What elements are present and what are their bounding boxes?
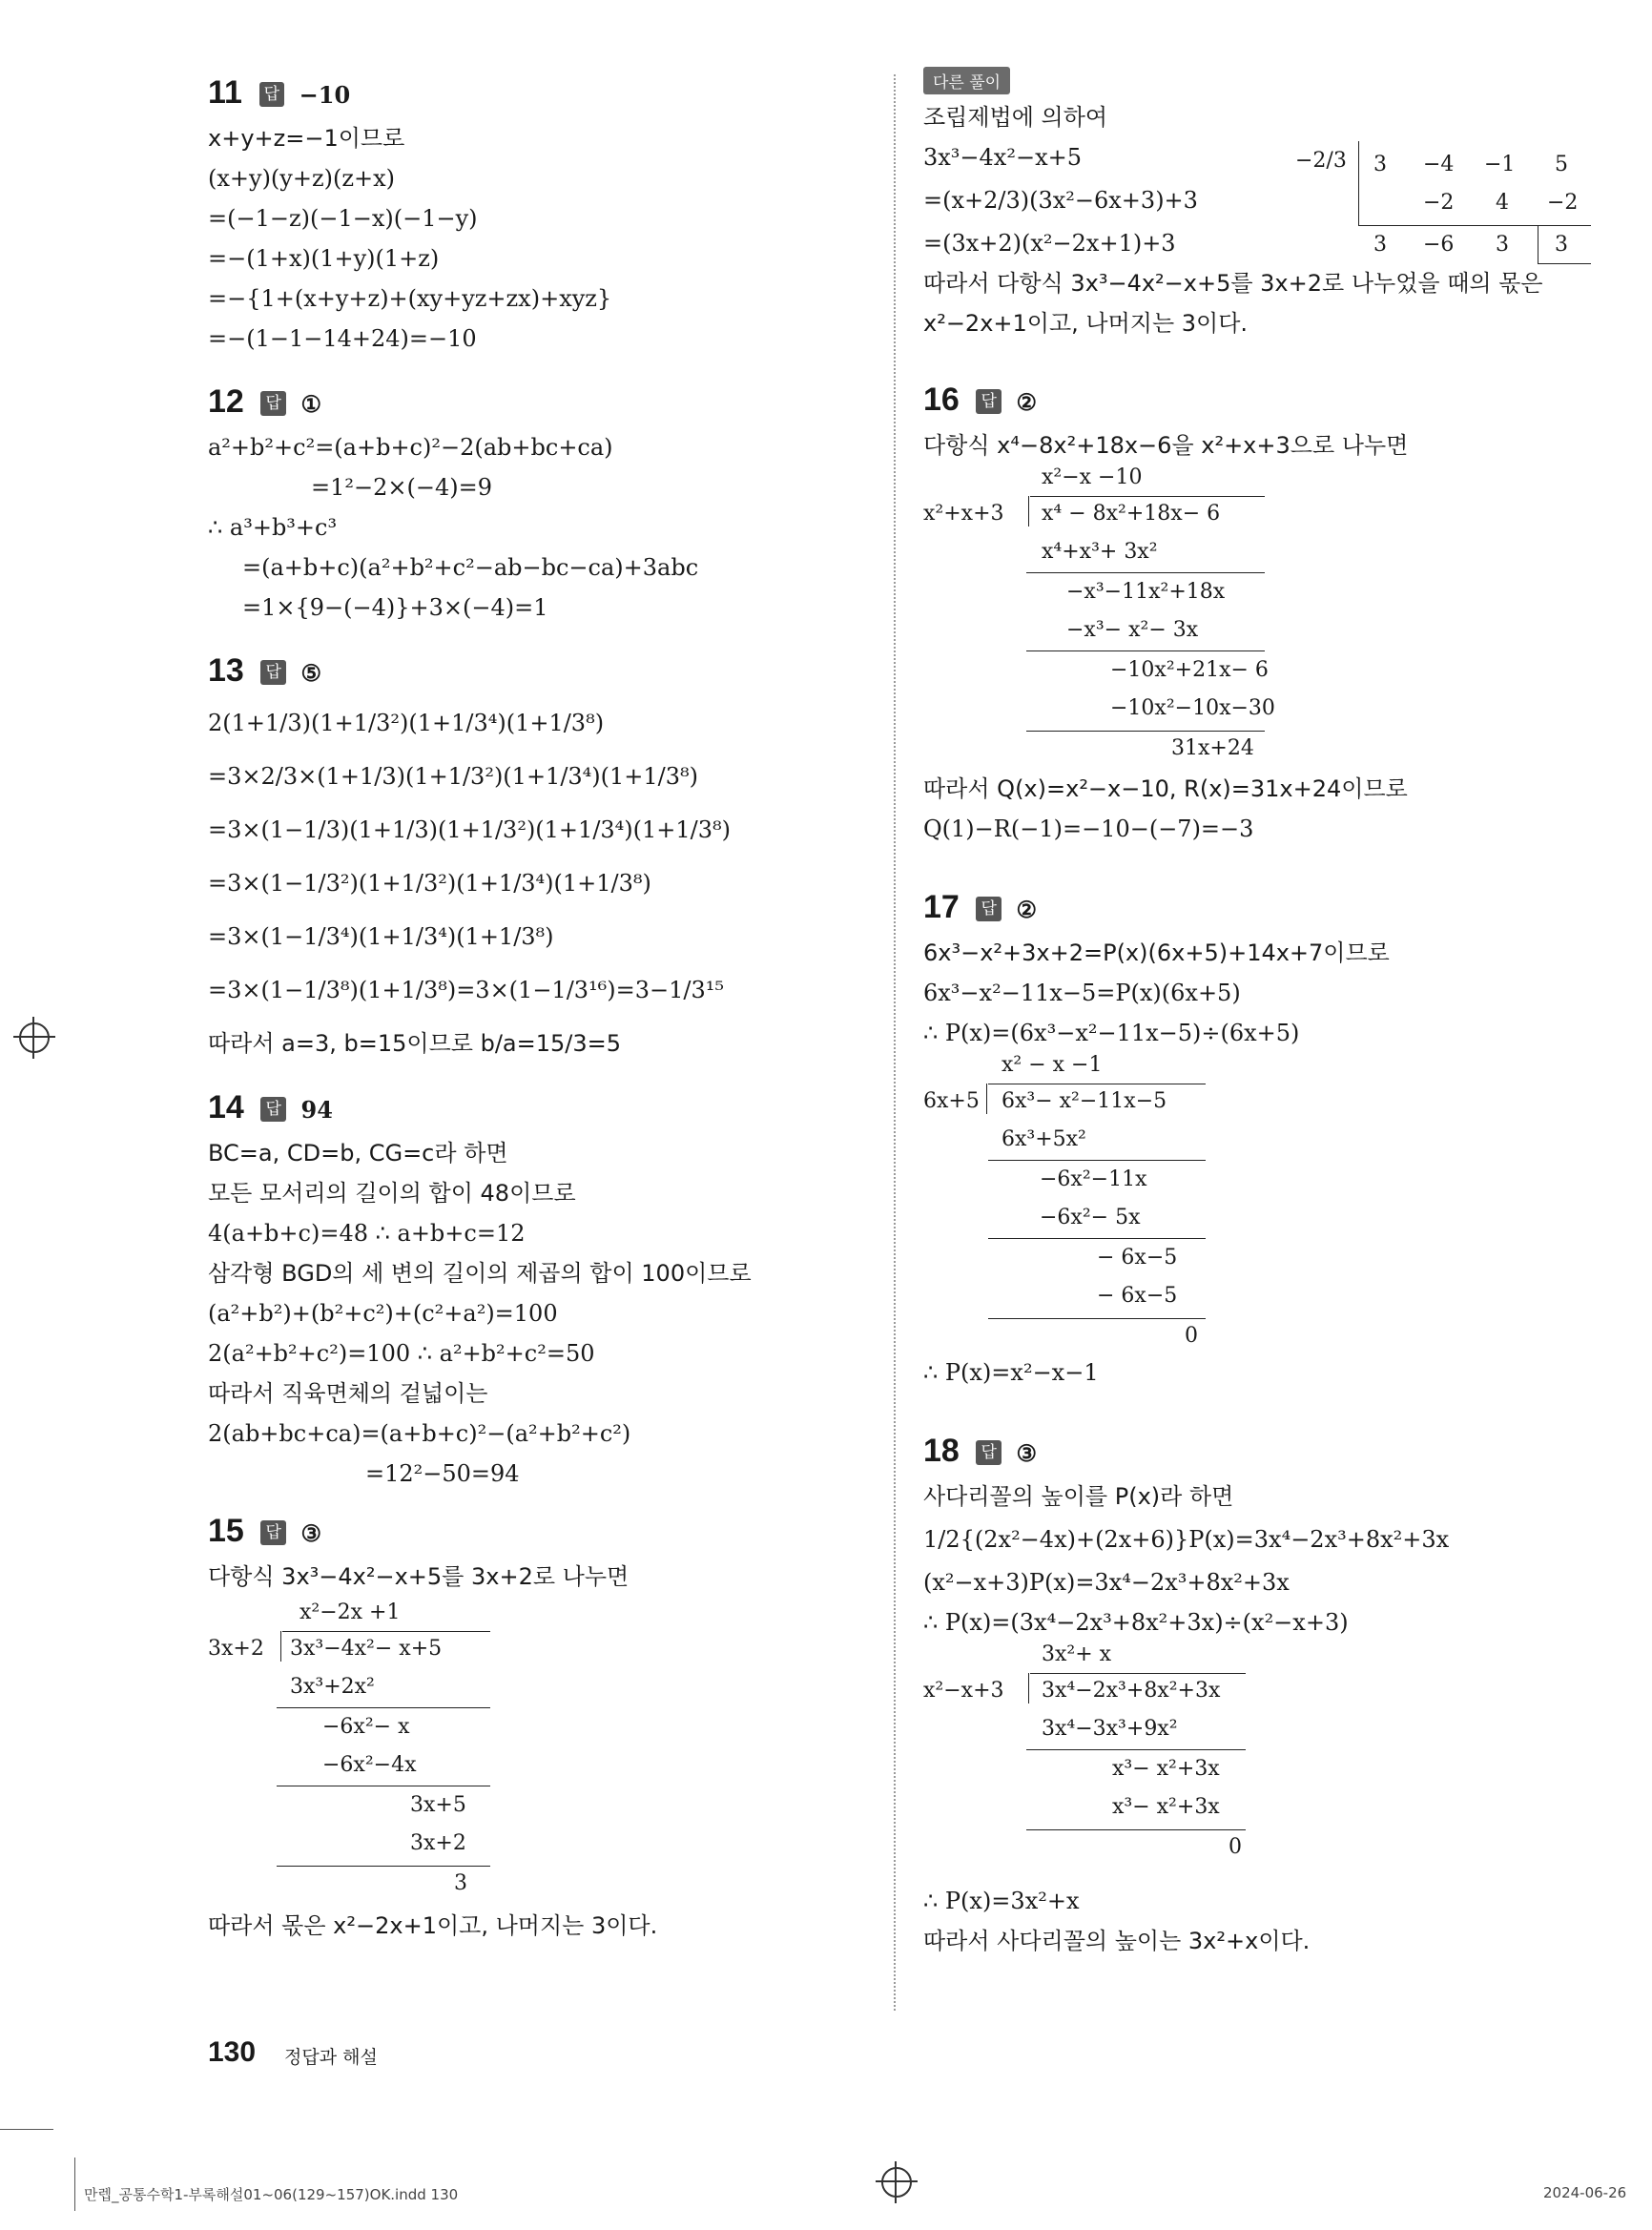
solution-line: a²+b²+c²=(a+b+c)²−2(ab+bc+ca) [208, 434, 613, 461]
solution-line: 6x³−x²−11x−5=P(x)(6x+5) [923, 980, 1241, 1006]
solution-line: =(−1−z)(−1−x)(−1−y) [208, 205, 478, 232]
dividend: 3x⁴−2x³+8x²+3x [1042, 1679, 1221, 1703]
division-step: 3x+2 [410, 1831, 466, 1855]
answer-value: ③ [1016, 1439, 1038, 1467]
answer-value: −10 [299, 81, 351, 109]
solution-line: Q(1)−R(−1)=−10−(−7)=−3 [923, 816, 1254, 842]
division-step: −6x²− 5x [1040, 1206, 1141, 1229]
synthetic-cell: 3 [1555, 233, 1568, 257]
q11-header [208, 67, 876, 118]
remainder: 0 [1185, 1324, 1198, 1348]
registration-mark-icon [881, 2167, 912, 2198]
question-number: 11 [208, 74, 242, 111]
solution-line: =1²−2×(−4)=9 [311, 474, 492, 501]
dividend: x⁴ − 8x²+18x− 6 [1042, 502, 1221, 526]
answer-badge: 답 [976, 897, 1001, 921]
answer-value: ② [1016, 896, 1038, 923]
divisor: x²+x+3 [923, 502, 1004, 526]
division-step: x⁴+x³+ 3x² [1042, 540, 1158, 564]
solution-line: (x²−x+3)P(x)=3x⁴−2x³+8x²+3x [923, 1569, 1290, 1596]
answer-badge: 답 [260, 1097, 285, 1122]
footer-date: 2024-06-26 [1543, 2184, 1627, 2201]
answer-badge: 답 [260, 391, 285, 416]
question-number: 17 [923, 889, 960, 925]
remainder: 0 [1229, 1835, 1242, 1859]
synthetic-cell: −2 [1547, 191, 1579, 215]
answer-value: ③ [300, 1519, 322, 1547]
q17-header [923, 881, 1591, 933]
solution-line: 1/2{(2x²−4x)+(2x+6)}P(x)=3x⁴−2x³+8x²+3x [923, 1526, 1450, 1553]
q12-header [208, 376, 876, 427]
solution-line: 따라서 직육면체의 겉넓이는 [208, 1380, 488, 1407]
alt-solution-badge: 다른 풀이 [923, 67, 1010, 94]
q14-header [208, 1082, 876, 1133]
alt-line: 따라서 다항식 3x³−4x²−x+5를 3x+2로 나누었을 때의 몫은 [923, 270, 1543, 297]
answer-badge: 답 [259, 82, 284, 107]
solution-line: ∴ a³+b³+c³ [208, 514, 338, 541]
problem-intro: 다항식 3x³−4x²−x+5를 3x+2로 나누면 [208, 1563, 630, 1590]
synthetic-cell: −6 [1423, 233, 1455, 257]
solution-line: 2(ab+bc+ca)=(a+b+c)²−(a²+b²+c²) [208, 1420, 631, 1447]
remainder: 31x+24 [1171, 736, 1254, 760]
solution-line: (a²+b²)+(b²+c²)+(c²+a²)=100 [208, 1300, 558, 1327]
solution-line: =−{1+(x+y+z)+(xy+yz+zx)+xyz} [208, 285, 612, 312]
alt-line: 3x³−4x²−x+5 [923, 144, 1082, 171]
conclusion: ∴ P(x)=3x²+x [923, 1888, 1080, 1914]
solution-line: =3×(1−1/3)(1+1/3)(1+1/3²)(1+1/3⁴)(1+1/3⁸) [208, 816, 732, 843]
division-step: 6x³+5x² [1002, 1127, 1086, 1151]
division-step: −10x²+21x− 6 [1110, 658, 1269, 682]
right-column [923, 67, 1591, 1961]
synthetic-division [1295, 141, 1591, 303]
solution-line: 6x³−x²+3x+2=P(x)(6x+5)+14x+7이므로 [923, 939, 1390, 966]
conclusion: 따라서 사다리꼴의 높이는 3x²+x이다. [923, 1928, 1311, 1954]
dividend: 3x³−4x²− x+5 [290, 1637, 443, 1661]
q15-header [208, 1505, 876, 1557]
synthetic-cell: 5 [1555, 153, 1568, 176]
division-step: −x³− x²− 3x [1066, 618, 1199, 642]
answer-badge: 답 [260, 1520, 285, 1545]
long-division-q17 [923, 1053, 1591, 1348]
conclusion: 따라서 몫은 x²−2x+1이고, 나머지는 3이다. [208, 1912, 658, 1939]
alt-line: 조립제법에 의하여 [923, 104, 1108, 131]
divisor: 3x+2 [208, 1637, 264, 1661]
long-division-q15 [208, 1597, 876, 1895]
division-step: 3x⁴−3x³+9x² [1042, 1717, 1178, 1741]
answer-value: ⑤ [300, 659, 322, 687]
alt-line: =(3x+2)(x²−2x+1)+3 [923, 230, 1176, 257]
division-step: −6x²− x [322, 1715, 410, 1739]
solution-line: =−(1−1−14+24)=−10 [208, 325, 477, 352]
crop-mark [74, 2158, 75, 2211]
division-step: −x³−11x²+18x [1066, 580, 1226, 604]
question-number: 14 [208, 1089, 244, 1125]
division-step: 3x+5 [410, 1793, 466, 1817]
alt-line: =(x+2/3)(3x²−6x+3)+3 [923, 187, 1198, 214]
synthetic-cell: 3 [1496, 233, 1509, 257]
footer-filename: 만렙_공통수학1-부록해설01~06(129~157)OK.indd 130 [84, 2186, 459, 2203]
solution-line: 4(a+b+c)=48 ∴ a+b+c=12 [208, 1220, 526, 1247]
division-step: 3x³+2x² [290, 1675, 375, 1699]
page-label: 정답과 해설 [284, 2047, 378, 2068]
solution-line: 사다리꼴의 높이를 P(x)라 하면 [923, 1483, 1234, 1510]
division-step: −6x²−11x [1040, 1167, 1147, 1191]
synthetic-cell: 4 [1496, 191, 1509, 215]
solution-line: =3×(1−1/3²)(1+1/3²)(1+1/3⁴)(1+1/3⁸) [208, 870, 651, 897]
remainder: 3 [454, 1871, 467, 1895]
solution-line: =3×(1−1/3⁸)(1+1/3⁸)=3×(1−1/3¹⁶)=3−1/3¹⁵ [208, 977, 725, 1003]
solution-line: (x+y)(y+z)(z+x) [208, 165, 395, 192]
long-division-q18 [923, 1642, 1591, 1859]
solution-line: =(a+b+c)(a²+b²+c²−ab−bc−ca)+3abc [242, 554, 699, 581]
synthetic-cell: −4 [1423, 153, 1455, 176]
q13-header [208, 645, 876, 696]
solution-line: =1×{9−(−4)}+3×(−4)=1 [242, 594, 548, 621]
solution-line: ∴ P(x)=(6x³−x²−11x−5)÷(6x+5) [923, 1020, 1300, 1046]
divisor: x²−x+3 [923, 1679, 1004, 1703]
answer-value: ② [1016, 388, 1038, 416]
quotient: x²−x −10 [1042, 465, 1143, 489]
question-number: 13 [208, 652, 244, 689]
division-step: −6x²−4x [322, 1753, 417, 1777]
question-number: 12 [208, 383, 244, 420]
answer-value: ① [300, 390, 322, 418]
solution-line: x+y+z=−1이므로 [208, 125, 405, 152]
synthetic-cell: 3 [1373, 233, 1387, 257]
division-step: x³− x²+3x [1112, 1795, 1220, 1819]
solution-line: =3×2/3×(1+1/3)(1+1/3²)(1+1/3⁴)(1+1/3⁸) [208, 763, 699, 790]
division-step: − 6x−5 [1097, 1246, 1178, 1270]
quotient: x² − x −1 [1002, 1053, 1103, 1077]
registration-mark-icon [19, 1022, 50, 1053]
problem-intro: 다항식 x⁴−8x²+18x−6을 x²+x+3으로 나누면 [923, 432, 1409, 459]
solution-line: 모든 모서리의 길이의 합이 48이므로 [208, 1180, 576, 1207]
solution-line: =12²−50=94 [365, 1460, 520, 1487]
solution-line: =3×(1−1/3⁴)(1+1/3⁴)(1+1/3⁸) [208, 923, 554, 950]
alt-line: x²−2x+1이고, 나머지는 3이다. [923, 310, 1249, 337]
question-number: 15 [208, 1513, 244, 1549]
q16-header [923, 374, 1591, 425]
solution-line: BC=a, CD=b, CG=c라 하면 [208, 1140, 508, 1167]
answer-badge: 답 [260, 660, 285, 685]
division-step: − 6x−5 [1097, 1284, 1178, 1308]
solution-line: 따라서 a=3, b=15이므로 b/a=15/3=5 [208, 1030, 621, 1057]
division-step: x³− x²+3x [1112, 1757, 1220, 1781]
dividend: 6x³− x²−11x−5 [1002, 1089, 1167, 1113]
synthetic-cell: −2 [1423, 191, 1455, 215]
synthetic-cell: 3 [1373, 153, 1387, 176]
question-number: 18 [923, 1433, 960, 1469]
conclusion: ∴ P(x)=x²−x−1 [923, 1359, 1099, 1386]
solution-line: 2(a²+b²+c²)=100 ∴ a²+b²+c²=50 [208, 1340, 595, 1367]
answer-badge: 답 [976, 1440, 1001, 1465]
answer-value: 94 [300, 1096, 333, 1124]
quotient: 3x²+ x [1042, 1642, 1112, 1666]
synthetic-root: −2/3 [1295, 149, 1347, 173]
column-divider [894, 74, 896, 2011]
solution-line: 2(1+1/3)(1+1/3²)(1+1/3⁴)(1+1/3⁸) [208, 710, 605, 736]
solution-line: ∴ P(x)=(3x⁴−2x³+8x²+3x)÷(x²−x+3) [923, 1609, 1349, 1636]
divisor: 6x+5 [923, 1089, 980, 1113]
long-division-q16 [923, 465, 1591, 760]
question-number: 16 [923, 382, 960, 418]
page-number: 130 [208, 2036, 257, 2068]
solution-line: =−(1+x)(1+y)(1+z) [208, 245, 440, 272]
synthetic-cell: −1 [1484, 153, 1516, 176]
crop-mark [0, 2129, 53, 2130]
solution-line: 따라서 Q(x)=x²−x−10, R(x)=31x+24이므로 [923, 775, 1408, 802]
q18-header [923, 1425, 1591, 1476]
solution-line: 삼각형 BGD의 세 변의 길이의 제곱의 합이 100이므로 [208, 1260, 752, 1287]
quotient: x²−2x +1 [299, 1600, 401, 1624]
left-column [208, 67, 876, 1946]
division-step: −10x²−10x−30 [1110, 696, 1275, 720]
answer-badge: 답 [976, 389, 1001, 414]
